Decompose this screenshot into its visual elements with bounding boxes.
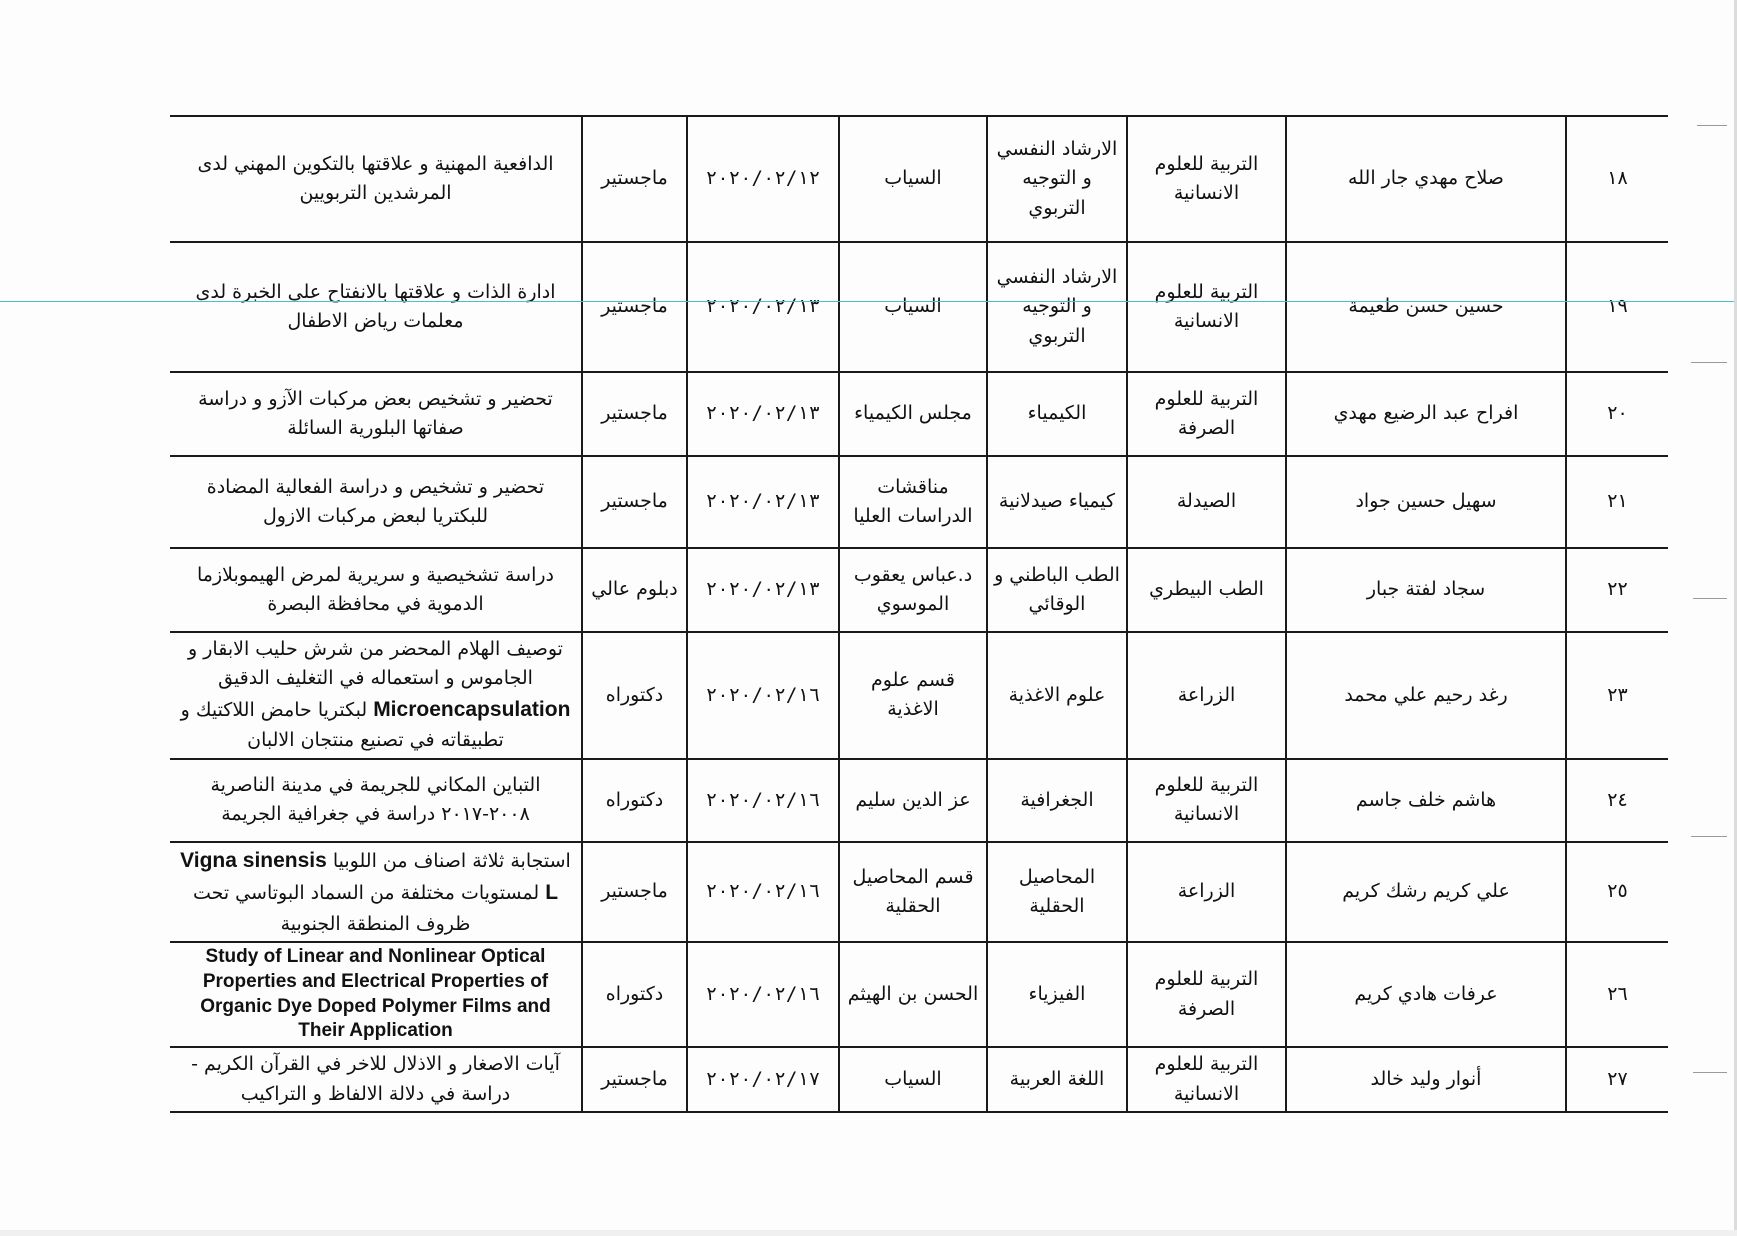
thesis-title — [170, 842, 582, 943]
thesis-title-latin: Microencapsulation — [373, 697, 571, 721]
thesis-title-part: لبكتريا حامض اللاكتيك و تطبيقاته في تصنيع منتجان الالبان — [180, 698, 504, 752]
thesis-title: آيات الاصغار و الاذلال للاخر في القرآن الكريم - دراسة في دلالة الالفاظ و التراكيب — [170, 1047, 582, 1112]
degree: دكتوراه — [582, 632, 687, 759]
student-name: حسين حسن طعيمة — [1286, 242, 1566, 372]
table-row — [170, 372, 1668, 456]
student-name: افراح عبد الرضيع مهدي — [1286, 372, 1566, 456]
defense-date: ٢٠٢٠/٠٢/١٣ — [687, 548, 839, 632]
table-row — [170, 116, 1668, 242]
college: التربية للعلوم الصرفة — [1127, 942, 1286, 1047]
student-name: رغد رحيم علي محمد — [1286, 632, 1566, 759]
degree: ماجستير — [582, 842, 687, 943]
thesis-title: Study of Linear and Nonlinear Optical Properties and Electrical Properties of Organic Dye Doped Polymer Films and Their Application — [170, 942, 582, 1047]
degree: دكتوراه — [582, 942, 687, 1047]
department: كيمياء صيدلانية — [987, 456, 1127, 548]
student-name: أنوار وليد خالد — [1286, 1047, 1566, 1112]
department: الكيمياء — [987, 372, 1127, 456]
supervisor: عز الدين سليم — [839, 759, 987, 842]
supervisor: مناقشات الدراسات العليا — [839, 456, 987, 548]
table-row — [170, 242, 1668, 372]
college: التربية للعلوم الانسانية — [1127, 1047, 1286, 1112]
college: الزراعة — [1127, 632, 1286, 759]
supervisor: السياب — [839, 1047, 987, 1112]
thesis-title: دراسة تشخيصية و سريرية لمرض الهيموبلازما الدموية في محافظة البصرة — [170, 548, 582, 632]
row-number: ٢٣ — [1566, 632, 1668, 759]
table-row — [170, 942, 1668, 1047]
scanner-artifact-line — [0, 301, 1737, 302]
defense-date: ٢٠٢٠/٠٢/١٣ — [687, 242, 839, 372]
defense-date: ٢٠٢٠/٠٢/١٢ — [687, 116, 839, 242]
department: علوم الاغذية — [987, 632, 1127, 759]
scanner-artifact-mark — [1697, 125, 1727, 126]
college: الزراعة — [1127, 842, 1286, 943]
table-row — [170, 842, 1668, 943]
supervisor: الحسن بن الهيثم — [839, 942, 987, 1047]
student-name: سجاد لفتة جبار — [1286, 548, 1566, 632]
department: المحاصيل الحقلية — [987, 842, 1127, 943]
department: اللغة العربية — [987, 1047, 1127, 1112]
row-number: ٢٦ — [1566, 942, 1668, 1047]
supervisor: د.عباس يعقوب الموسوي — [839, 548, 987, 632]
defense-date: ٢٠٢٠/٠٢/١٦ — [687, 632, 839, 759]
row-number: ٢١ — [1566, 456, 1668, 548]
table-row — [170, 548, 1668, 632]
scanner-artifact-mark — [1693, 1072, 1727, 1073]
supervisor: مجلس الكيمياء — [839, 372, 987, 456]
student-name: هاشم خلف جاسم — [1286, 759, 1566, 842]
degree: ماجستير — [582, 242, 687, 372]
department: الفيزياء — [987, 942, 1127, 1047]
table-row — [170, 456, 1668, 548]
defense-date: ٢٠٢٠/٠٢/١٣ — [687, 456, 839, 548]
page-bottom-edge — [0, 1230, 1737, 1236]
row-number: ٢٧ — [1566, 1047, 1668, 1112]
thesis-title — [170, 632, 582, 759]
thesis-title: التباين المكاني للجريمة في مدينة الناصرية ٢٠٠٨-٢٠١٧ دراسة في جغرافية الجريمة — [170, 759, 582, 842]
degree: دكتوراه — [582, 759, 687, 842]
table-row — [170, 1047, 1668, 1112]
college: التربية للعلوم الانسانية — [1127, 759, 1286, 842]
thesis-title-latin: Vigna sinensis L — [180, 848, 559, 905]
thesis-title-part: لمستويات مختلفة من السماد البوتاسي تحت ظروف المنطقة الجنوبية — [192, 882, 540, 935]
department: الجغرافية — [987, 759, 1127, 842]
supervisor: قسم علوم الاغذية — [839, 632, 987, 759]
college: الطب البيطري — [1127, 548, 1286, 632]
thesis-title: ادارة الذات و علاقتها بالانفتاح على الخبرة لدى معلمات رياض الاطفال — [170, 242, 582, 372]
theses-table — [170, 115, 1668, 1113]
department: الطب الباطني و الوقائي — [987, 548, 1127, 632]
row-number: ١٩ — [1566, 242, 1668, 372]
row-number: ٢٢ — [1566, 548, 1668, 632]
scanner-artifact-mark — [1693, 598, 1727, 599]
row-number: ٢٤ — [1566, 759, 1668, 842]
thesis-title-part: توصيف الهلام المحضر من شرش حليب الابقار و الجاموس و استعماله في التغليف الدقيق — [188, 638, 563, 690]
thesis-title: تحضير و تشخيص بعض مركبات الآزو و دراسة صفاتها البلورية السائلة — [170, 372, 582, 456]
defense-date: ٢٠٢٠/٠٢/١٦ — [687, 942, 839, 1047]
row-number: ١٨ — [1566, 116, 1668, 242]
supervisor: قسم المحاصيل الحقلية — [839, 842, 987, 943]
thesis-title: الدافعية المهنية و علاقتها بالتكوين المهني لدى المرشدين التربويين — [170, 116, 582, 242]
student-name: عرفات هادي كريم — [1286, 942, 1566, 1047]
department: الارشاد النفسي و التوجيه التربوي — [987, 116, 1127, 242]
defense-date: ٢٠٢٠/٠٢/١٦ — [687, 842, 839, 943]
table-row — [170, 632, 1668, 759]
scanner-artifact-mark — [1691, 836, 1727, 837]
student-name: سهيل حسين جواد — [1286, 456, 1566, 548]
college: التربية للعلوم الانسانية — [1127, 116, 1286, 242]
thesis-title: تحضير و تشخيص و دراسة الفعالية المضادة للبكتريا لبعض مركبات الازول — [170, 456, 582, 548]
row-number: ٢٥ — [1566, 842, 1668, 943]
table-row — [170, 759, 1668, 842]
row-number: ٢٠ — [1566, 372, 1668, 456]
defense-date: ٢٠٢٠/٠٢/١٣ — [687, 372, 839, 456]
defense-date: ٢٠٢٠/٠٢/١٦ — [687, 759, 839, 842]
student-name: علي كريم رشك كريم — [1286, 842, 1566, 943]
degree: ماجستير — [582, 116, 687, 242]
department: الارشاد النفسي و التوجيه التربوي — [987, 242, 1127, 372]
degree: ماجستير — [582, 372, 687, 456]
supervisor: السياب — [839, 116, 987, 242]
supervisor: السياب — [839, 242, 987, 372]
scanner-artifact-mark — [1691, 362, 1727, 363]
degree: ماجستير — [582, 1047, 687, 1112]
college: التربية للعلوم الانسانية — [1127, 242, 1286, 372]
college: التربية للعلوم الصرفة — [1127, 372, 1286, 456]
college: الصيدلة — [1127, 456, 1286, 548]
defense-date: ٢٠٢٠/٠٢/١٧ — [687, 1047, 839, 1112]
degree: ماجستير — [582, 456, 687, 548]
student-name: صلاح مهدي جار الله — [1286, 116, 1566, 242]
degree: دبلوم عالي — [582, 548, 687, 632]
thesis-title-part: استجابة ثلاثة اصناف من اللوبيا — [332, 849, 571, 872]
